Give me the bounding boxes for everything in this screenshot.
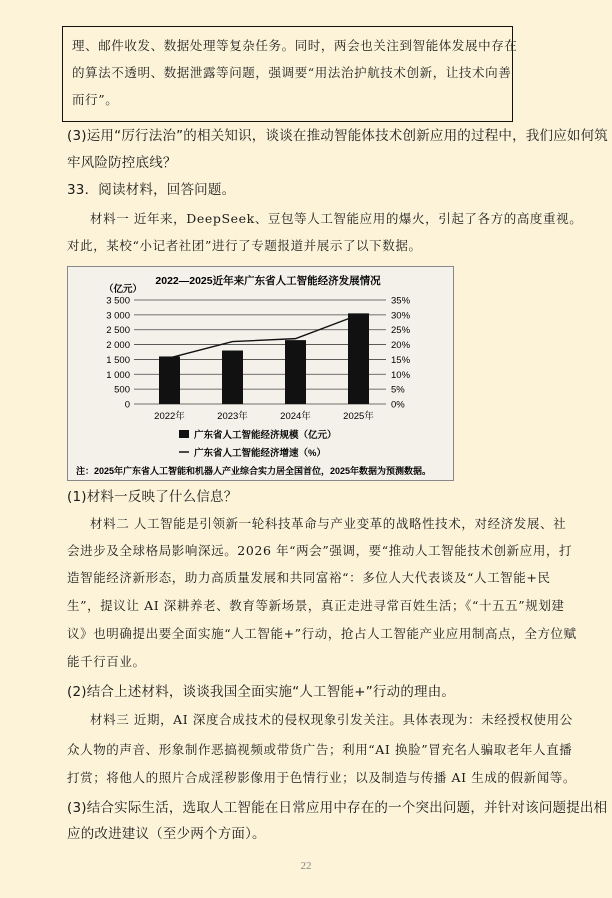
y2-tick-label: 5%	[391, 384, 405, 396]
y2-tick-label: 25%	[391, 325, 411, 337]
material-2-line: 生”，提议让 AI 深耕养老、教育等新场景，真正走进寻常百姓生活；《“十五五”规划建	[67, 598, 565, 613]
x-tick-label: 2025年	[343, 411, 374, 422]
y-tick-label: 1 500	[106, 354, 130, 366]
material-2-line: 议》也明确提出要全面实施“人工智能+”行动，抢占人工智能产业应用制高点，全方位赋	[67, 626, 577, 641]
material-2-line: 能千行百业。	[67, 654, 146, 669]
box-line: 而行”。	[72, 92, 119, 107]
question-3: (3)结合实际生活，选取人工智能在日常应用中存在的一个突出问题，并针对该问题提出相	[67, 800, 608, 816]
bar	[348, 313, 369, 404]
x-tick-label: 2023年	[217, 411, 248, 422]
x-tick-label: 2024年	[280, 411, 311, 422]
bar	[159, 356, 180, 404]
chart-svg	[68, 267, 453, 480]
question-2: (2)结合上述材料，谈谈我国全面实施“人工智能+”行动的理由。	[67, 684, 456, 700]
x-tick-label: 2022年	[154, 411, 185, 422]
y-axis-unit: （亿元）	[104, 284, 143, 295]
question-33-title: 33．阅读材料，回答问题。	[67, 182, 236, 198]
bar	[222, 351, 243, 404]
material-1-line: 材料一 近年来，DeepSeek、豆包等人工智能应用的爆火，引起了各方的高度重视。	[90, 211, 583, 226]
y-tick-label: 500	[114, 384, 130, 396]
chart-note: 注：2025年广东省人工智能和机器人产业综合实力居全国首位，2025年数据为预测数据。	[76, 466, 432, 476]
box-line: 理、邮件收发、数据处理等复杂任务。同时，两会也关注到智能体发展中存在	[72, 38, 518, 53]
y-tick-label: 0	[124, 399, 130, 411]
y-tick-label: 1 000	[106, 369, 130, 381]
material-2-line: 会进步及全球格局影响深远。2026 年“两会”强调，要“推动人工智能技术创新应用，打	[67, 543, 573, 558]
bar	[285, 340, 306, 404]
y2-tick-label: 30%	[391, 310, 411, 322]
question-1: (1)材料一反映了什么信息？	[67, 489, 238, 505]
legend-bar-label: 广东省人工智能经济规模（亿元）	[194, 430, 337, 441]
material-1-line: 对此，某校“小记者社团”进行了专题报道并展示了以下数据。	[67, 238, 422, 253]
y-tick-label: 2 000	[106, 340, 130, 352]
box-line: 的算法不透明、数据泄露等问题，强调要“用法治护航技术创新，让技术向善	[72, 65, 512, 80]
y2-tick-label: 0%	[391, 399, 405, 411]
question-3-prev: 牢风险防控底线？	[67, 155, 177, 171]
y2-tick-label: 10%	[391, 369, 411, 381]
y2-tick-label: 20%	[391, 340, 411, 352]
question-3: 应的改进建议（至少两个方面）。	[67, 826, 266, 842]
material-3-line: 材料三 近期，AI 深度合成技术的侵权现象引发关注。具体表现为：未经授权使用公	[90, 712, 573, 727]
material-3-line: 众人物的声音、形象制作恶搞视频或带货广告；利用“AI 换脸”冒充名人骗取老年人直播	[67, 742, 573, 757]
y-tick-label: 3 000	[106, 310, 130, 322]
y-tick-label: 3 500	[106, 295, 130, 307]
material-3-line: 打赏；将他人的照片合成淫秽影像用于色情行业；以及制造与传播 AI 生成的假新闻等。	[67, 770, 577, 785]
chart-title: 2022—2025近年来广东省人工智能经济发展情况	[155, 275, 381, 287]
question-3-prev: (3)运用“厉行法治”的相关知识，谈谈在推动智能体技术创新应用的过程中，我们应如何筑	[67, 128, 609, 144]
bar-line-chart	[67, 266, 454, 481]
material-2-line: 材料二 人工智能是引领新一轮科技革命与产业变革的战略性技术，对经济发展、社	[90, 516, 567, 531]
legend-line-label: 广东省人工智能经济增速（%）	[194, 448, 326, 459]
y2-tick-label: 35%	[391, 295, 411, 307]
y-tick-label: 2 500	[106, 325, 130, 337]
y2-tick-label: 15%	[391, 354, 411, 366]
page-number: 22	[300, 860, 312, 872]
growth-rate-line	[170, 315, 359, 358]
legend-bar-swatch	[179, 430, 189, 438]
material-2-line: 造智能经济新形态，助力高质量发展和共同富裕“：多位人大代表谈及“人工智能+民	[67, 570, 551, 585]
